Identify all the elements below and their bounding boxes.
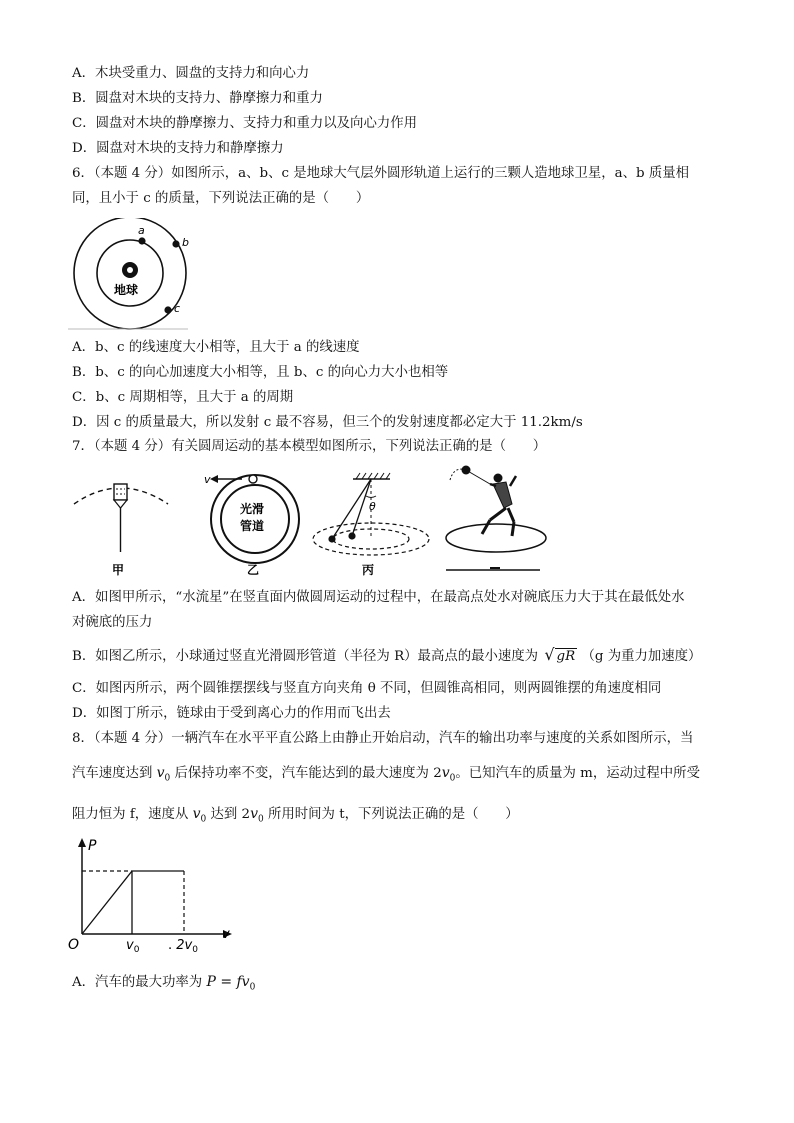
fig-yi-label: 乙 xyxy=(247,563,260,577)
satellite-c-dot xyxy=(164,306,171,313)
fig-yi-tube-text2: 管道 xyxy=(240,519,265,533)
q7-option-a-line1: A．如图甲所示，“水流星”在竖直面内做圆周运动的过程中，在最高点处水对碗底压力大于其在最低处水 xyxy=(72,590,685,605)
q6-option-b: B．b、c 的向心加速度大小相等，且 b、c 的向心力大小也相等 xyxy=(72,365,449,380)
q5-option-d: D．圆盘对木块的支持力和静摩擦力 xyxy=(72,141,284,156)
q7-option-b-radicand: gR xyxy=(556,649,576,664)
satellite-c-label: c xyxy=(174,302,181,315)
q5-option-c: C．圆盘对木块的静摩擦力、支持力和重力以及向心力作用 xyxy=(72,116,418,131)
fig-jia-label: 甲 xyxy=(112,563,125,577)
fig-bing-label: 丙 xyxy=(362,563,375,577)
power-rising-line xyxy=(82,871,132,934)
q7-option-b-text: B．如图乙所示，小球通过竖直光滑圆形管道（半径为 R）最高点的最小速度为 xyxy=(72,649,539,664)
q5-option-a: A．木块受重力、圆盘的支持力和向心力 xyxy=(72,66,310,81)
y-axis-label: P xyxy=(88,838,97,854)
power-velocity-graph xyxy=(66,836,256,956)
satellite-b-label: b xyxy=(182,236,189,249)
q6-stem-line1: 6．（本题 4 分）如图所示，a、b、c 是地球大气层外圆形轨道上运行的三颗人造地球卫星，a、b 质量相 xyxy=(72,166,689,181)
q8-stem-line1: 8．（本题 4 分）一辆汽车在水平平直公路上由静止开始启动，汽车的输出功率与速度的关系如图所示，当 xyxy=(72,731,694,746)
q8-stem-line2: 汽车速度达到 $v_0$ 后保持功率不变，汽车能达到的最大速度为 $2v_0$。已知汽车的质量为 m，运动过程中所受 xyxy=(72,765,700,784)
q7-stem: 7．（本题 4 分）有关圆周运动的基本模型如图所示，下列说法正确的是（ ） xyxy=(72,439,547,454)
q7-option-c: C．如图丙所示，两个圆锥摆摆线与竖直方向夹角 θ 不同，但圆锥高相同，则两圆锥摆的角速度相同 xyxy=(72,681,662,696)
fig-bing-theta: θ xyxy=(369,500,376,513)
q5-option-b: B．圆盘对木块的支持力、静摩擦力和重力 xyxy=(72,91,323,106)
fig-yi-tube-text1: 光滑 xyxy=(240,502,265,516)
satellite-b-dot xyxy=(172,240,179,247)
satellite-orbit-figure xyxy=(68,218,198,333)
origin-label: O xyxy=(68,937,80,953)
q7-option-a-line2: 对碗底的压力 xyxy=(72,615,153,630)
q6-option-d: D．因 c 的质量最大，所以发射 c 最不容易，但三个的发射速度都必定大于 11.2km/s xyxy=(72,415,583,430)
q7-option-b: B．如图乙所示，小球通过竖直光滑圆形管道（半径为 R）最高点的最小速度为 √ gR （g 为重力加速度） xyxy=(72,645,702,664)
q6-option-a: A．b、c 的线速度大小相等，且大于 a 的线速度 xyxy=(72,340,360,355)
tick-v0: $v_0$ xyxy=(126,938,140,955)
satellite-a-label: a xyxy=(138,224,145,237)
q6-option-c: C．b、c 周期相等，且大于 a 的周期 xyxy=(72,390,294,405)
q7-option-b-note: （g 为重力加速度） xyxy=(581,649,702,664)
earth-label: 地球 xyxy=(114,283,139,297)
satellite-a-dot xyxy=(138,237,145,244)
tick-2v0: . $2v_0$ xyxy=(168,938,198,955)
x-axis-label: v xyxy=(222,927,230,942)
fig-yi-velocity-label: v xyxy=(204,473,211,486)
q8-stem-line3: 阻力恒为 f，速度从 $v_0$ 达到 $2v_0$ 所用时间为 t，下列说法正确的是（ ） xyxy=(72,806,519,825)
q8-option-a: A．汽车的最大功率为 $P = fv_0$ xyxy=(72,974,256,993)
q6-stem-line2: 同，且小于 c 的质量，下列说法正确的是（ ） xyxy=(72,191,370,206)
circular-motion-models-figure xyxy=(70,464,560,579)
q7-option-d: D．如图丁所示，链球由于受到离心力的作用而飞出去 xyxy=(72,706,391,721)
